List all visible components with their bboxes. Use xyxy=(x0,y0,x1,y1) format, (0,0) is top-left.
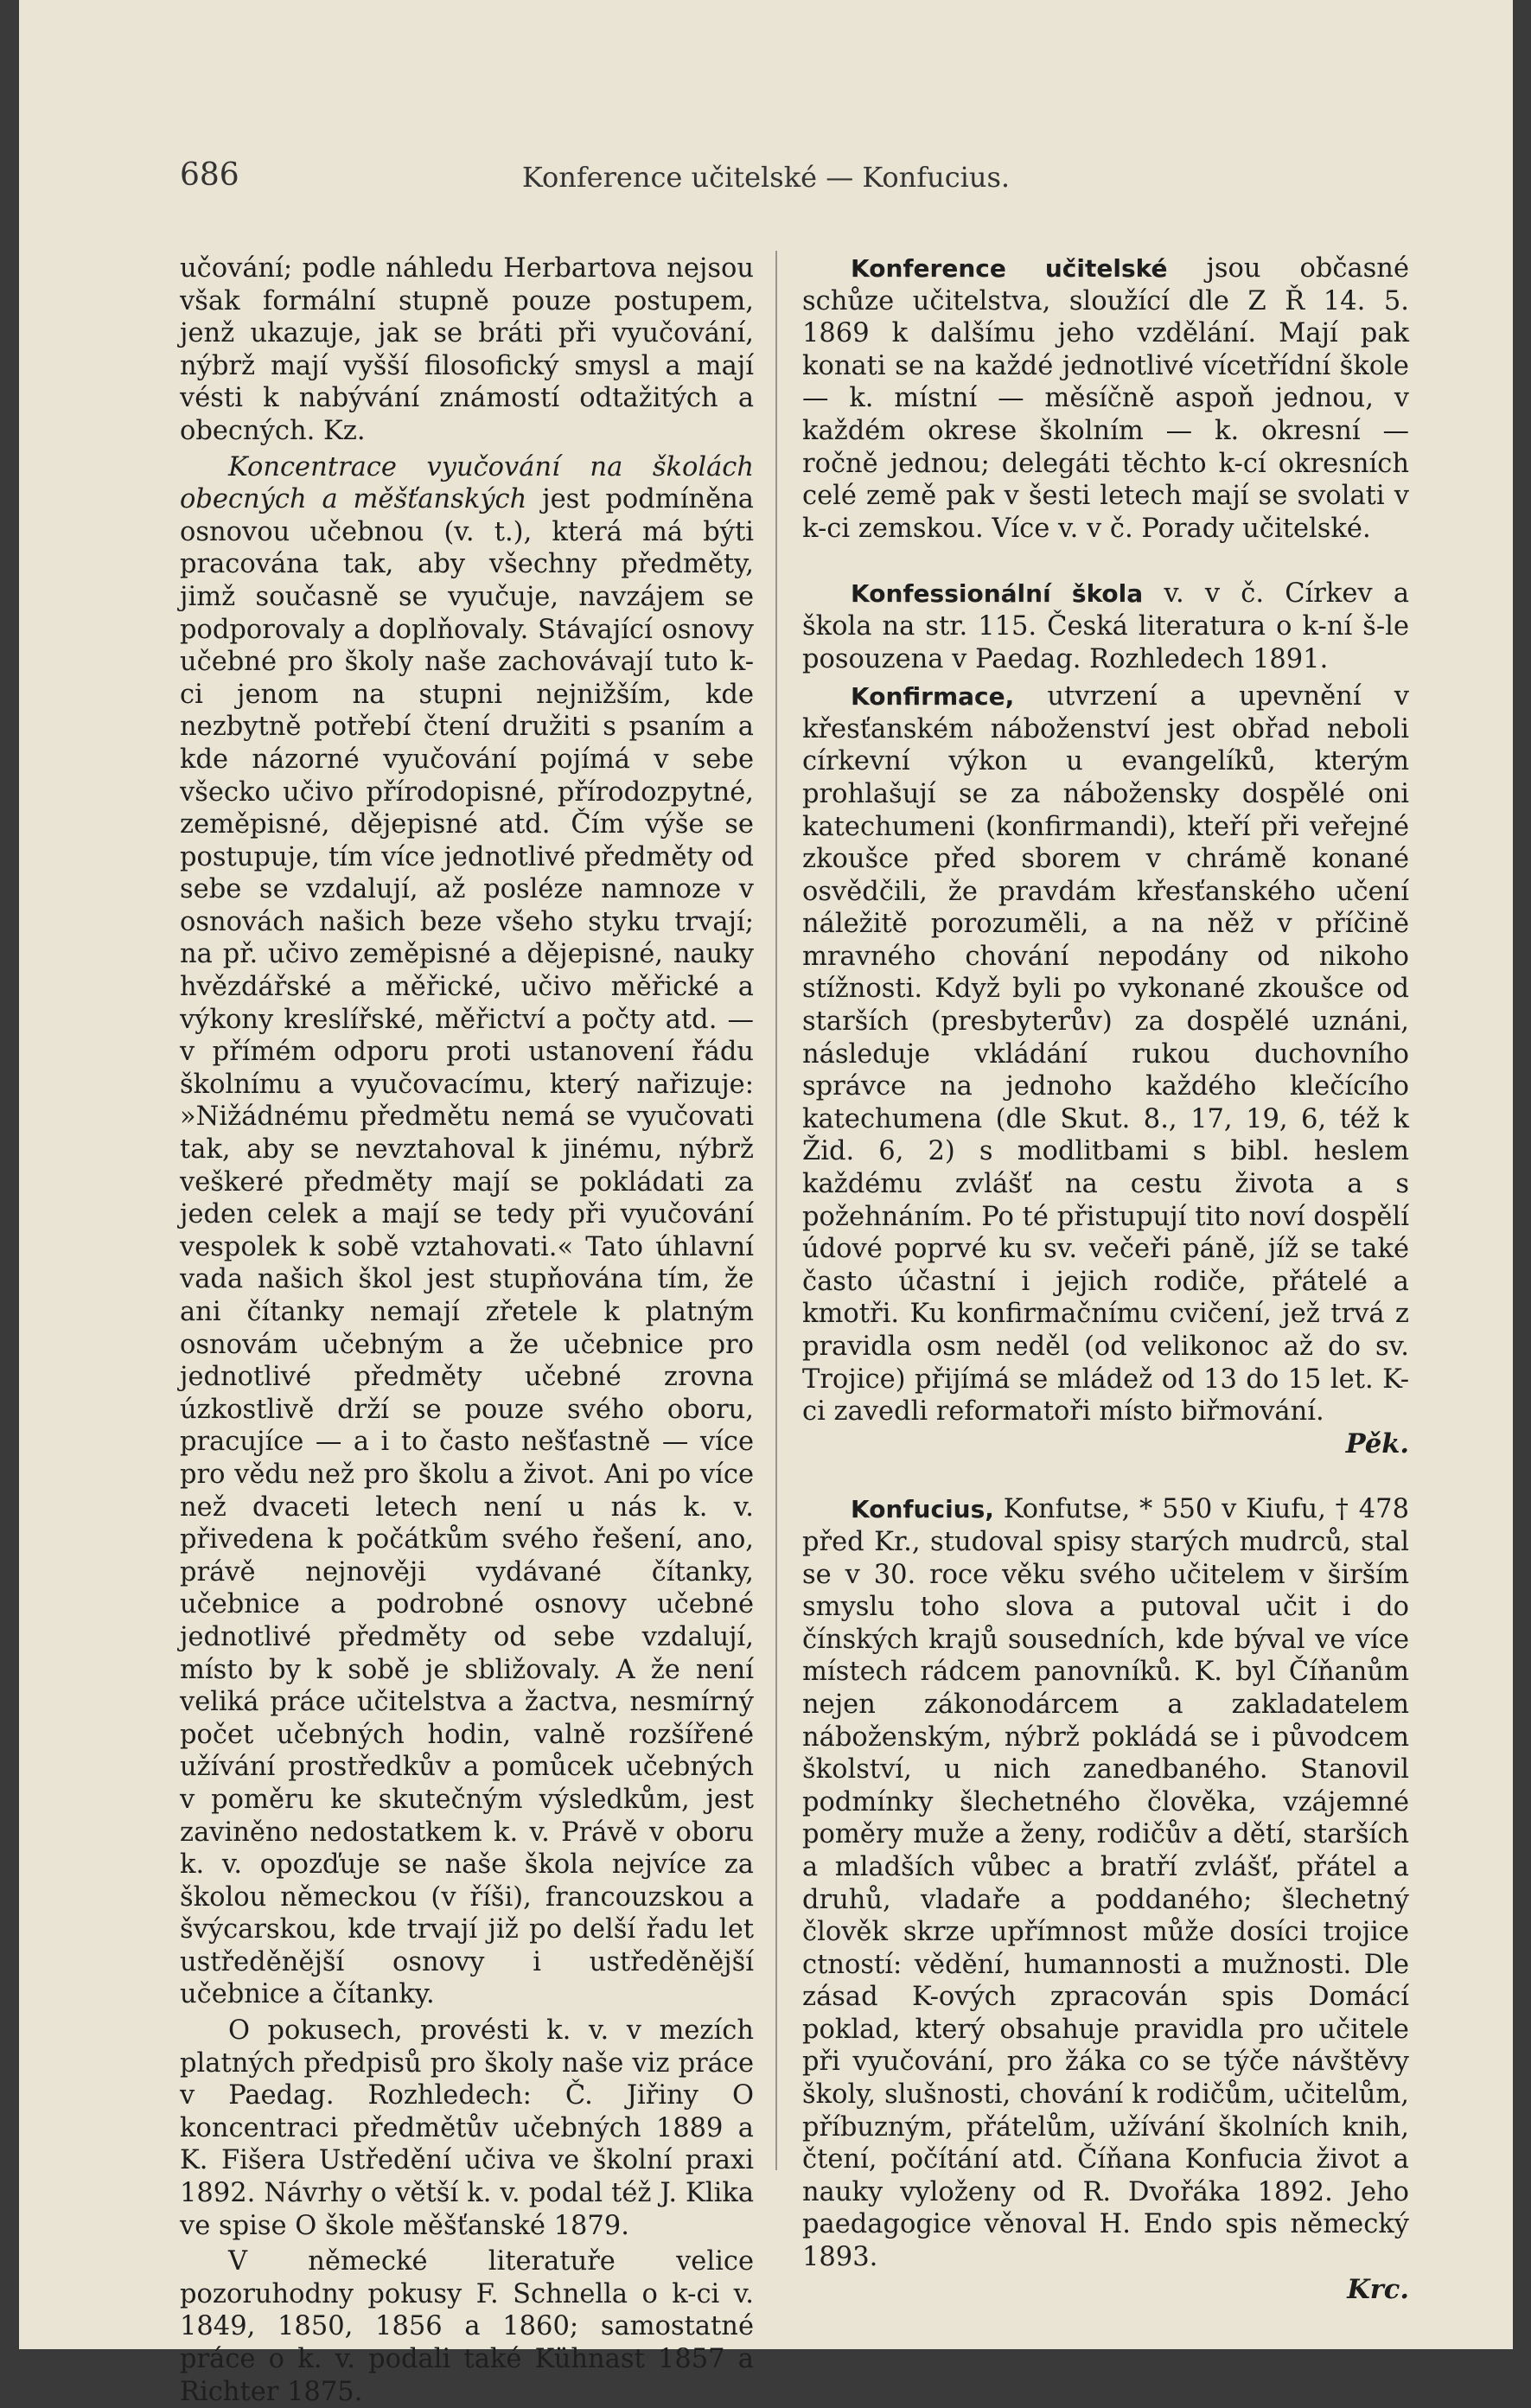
document-page xyxy=(19,0,1513,2407)
headword-konfessionalni: Konfessionální škola xyxy=(851,579,1144,609)
text-konfucius: Konfutse, * 550 v Kiufu, † 478 před Kr., studoval spisy starých mudrců, stal se v 30. roce věku svého učitelem v širším smyslu toho slova a putoval učit i do čínských krajů sousedních, kde býval ve více místech rádcem panovníků. K. byl Číňanům nejen zákonodárcem a zakladatelem náboženským, nýbrž pokládá se i původcem školství, u nich zanedbaného. Stanovil podmínky šlechetného člověka, vzájemné poměry muže a ženy, rodičův a dětí, starších a mladších vůbec a bratří zvlášť, přátel a druhů, vladaře a poddaného; šlechetný člověk skrze upřímnost může dosíci trojice ctností: vědění, humannosti a mužnosti. Dle zásad K-ových zpracován spis Domácí poklad, který obsahuje pravidla pro učitele při vyučování, pro žáka co se týče návštěvy školy, slušnosti, chování k rodičům, učitelům, příbuzným, přátelům, užívání školních knih, čtení, počítání atd. Číňana Konfucia život a nauky vyloženy od R. Dvořáka 1892. Jeho paedagogice věnoval H. Endo spis německý 1893. xyxy=(802,1494,1409,2273)
entry-konference xyxy=(802,252,1409,545)
signature-pek: Pěk. xyxy=(1345,1428,1409,1459)
signature-krc: Krc. xyxy=(1347,2273,1409,2305)
running-title: Konference učitelské — Konfucius. xyxy=(521,161,1011,194)
entry-konfessionalni xyxy=(802,578,1409,675)
column-divider xyxy=(775,251,777,2170)
koncentrace-heading: Koncentrace vyučování na školách obecných a měšťanských xyxy=(180,451,754,515)
text-konfessionalni: v. v č. Církev a škola na str. 115. Česká literatura o k-ní š-le posouzena v Paedag. Rozhledech 1891. xyxy=(802,578,1409,674)
headword-konference: Konference učitelské xyxy=(851,254,1168,283)
headword-konfucius: Konfucius, xyxy=(851,1495,994,1524)
entry-konfucius xyxy=(802,1493,1409,2306)
page-header xyxy=(19,157,1513,201)
paragraph-pokusy: O pokusech, provésti k. v. v mezích platných předpisů pro školy naše viz práce v Paedag. Rozhledech: Č. Jiřiny O koncentraci předmětův učebných 1889 a K. Fišera Ustředění učiva ve školní praxi 1892. Návrhy o větší k. v. podal též J. Klika ve spise O škole měšťanské 1879. xyxy=(180,2015,754,2241)
paragraph-nemecka-literatura: V německé literatuře velice pozoruhodny pokusy F. Schnella o k-ci v. 1849, 1850, 1856 a 1860; samostatné práce o k. v. podali také Kühnast 1857 a Richter 1875. xyxy=(180,2246,754,2407)
page-number: 686 xyxy=(180,157,239,193)
paragraph-herbart: učování; podle náhledu Herbartova nejsou však formální stupně pouze postupem, jenž ukazuje, jak se bráti při vyučování, nýbrž mají vyšší filosofický smysl a mají vésti k nabývání známostí odtažitých a obecných. Kz. xyxy=(180,253,754,446)
text-konfirmace: utvrzení a upevnění v křesťanském náboženství jest obřad neboli církevní výkon u evangelíků, kterým prohlašují se za nábožensky dospělé oni katechumeni (konfirmandi), kteří při veřejné zkoušce před sborem v chrámě konané osvědčili, že pravdám křesťanského učení náležitě porozuměli, a na něž v příčině mravného chování nepodány od nikoho stížnosti. Když byli po vykonané zkoušce od starších (presbyterův) za dospělé uznáni, následuje vkládání rukou duchovního správce na jednoho každého klečícího katechumena (dle Skut. 8., 17, 19, 6, též k Žid. 6, 2) s modlitbami s bibl. heslem každému zvlášť na cestu života a s požehnáním. Po té přistupují tito noví dospělí údové poprvé ku sv. večeři páně, jíž se také často účastní i jejich rodiče, přátelé a kmotři. Ku konfirmačnímu cvičení, jež trvá z pravidla osm neděl (od velikonoc až do sv. Trojice) přijímá se mládež od 13 do 15 let. K-ci zavedli reformatoři místo biřmování. xyxy=(802,681,1409,1428)
left-column xyxy=(180,252,754,2408)
text-konference: jsou občasné schůze učitelstva, sloužící dle Z Ř 14. 5. 1869 k dalšímu jeho vzdělání. Mají pak konati se na každé jednotlivé vícetřídní škole — k. místní — měsíčně aspoň jednou, v každém okrese školním — k. okresní — ročně jednou; delegáti těchto k-cí okresních celé země pak v šesti letech mají se svolati v k-ci zemskou. Více v. v č. Porady učitelské. xyxy=(802,253,1410,544)
paragraph-koncentrace xyxy=(180,451,754,2012)
headword-konfirmace: Konfirmace, xyxy=(851,682,1015,712)
koncentrace-text: jest podmíněna osnovou učebnou (v. t.), která má býti pracována tak, aby všechny předměty, jimž současně se vyučuje, navzájem se podporovaly a doplňovaly. Stávající osnovy učebné pro školy naše zachovávají tuto k-ci jenom na stupni nejnižším, kde nezbytně potřebí čtení družiti s psaním a kde názorné vyučování pojímá v sebe všecko učivo přírodopisné, přírodozpytné, zeměpisné, dějepisné atd. Čím výše se postupuje, tím více jednotlivé předměty od sebe se vzdalují, až posléze namnoze v osnovách našich beze všeho styku trvají; na př. učivo zeměpisné a dějepisné, nauky hvězdářské a měřické, učivo měřické a výkony kreslířské, měřictví a počty atd. — v přímém odporu proti ustanovení řádu školnímu a vyučovacímu, který nařizuje: »Nižádnému předmětu nemá se vyučovati tak, aby se nevztahoval k jinému, nýbrž veškeré předměty mají se pokládati za jeden celek a mají se tedy při vyučování vespolek k sobě vztahovati.« Tato úhlavní vada našich škol jest stupňována tím, že ani čítanky nemají zřetele k platným osnovám učebným a že učebnice pro jednotlivé předměty učebné zrovna úzkostlivě drží se pouze svého oboru, pracujíce — a i to často nešťastně — více pro vědu než pro školu a život. Ani po více než dvaceti letech není u nás k. v. přivedena k počátkům svého řešení, ano, právě nejnověji vydávané čítanky, učebnice a podrobné osnovy učebné jednotlivé předměty od sebe vzdalují, místo by k sobě je sbližovaly. A že není veliká práce učitelstva a žactva, nesmírný počet učebných hodin, valně rozšířené užívání prostředkův a pomůcek učebných v poměru ke skutečným výsledkům, jest zaviněno nedostatkem k. v. Právě v oboru k. v. opozďuje se naše škola nejvíce za školou německou (v říši), francouzskou a švýcarskou, kde trvají již po delší řadu let ustředěnější osnovy i ustředěnější učebnice a čítanky. xyxy=(180,484,754,2010)
entry-konfirmace xyxy=(802,680,1409,1460)
right-column xyxy=(802,252,1409,2306)
